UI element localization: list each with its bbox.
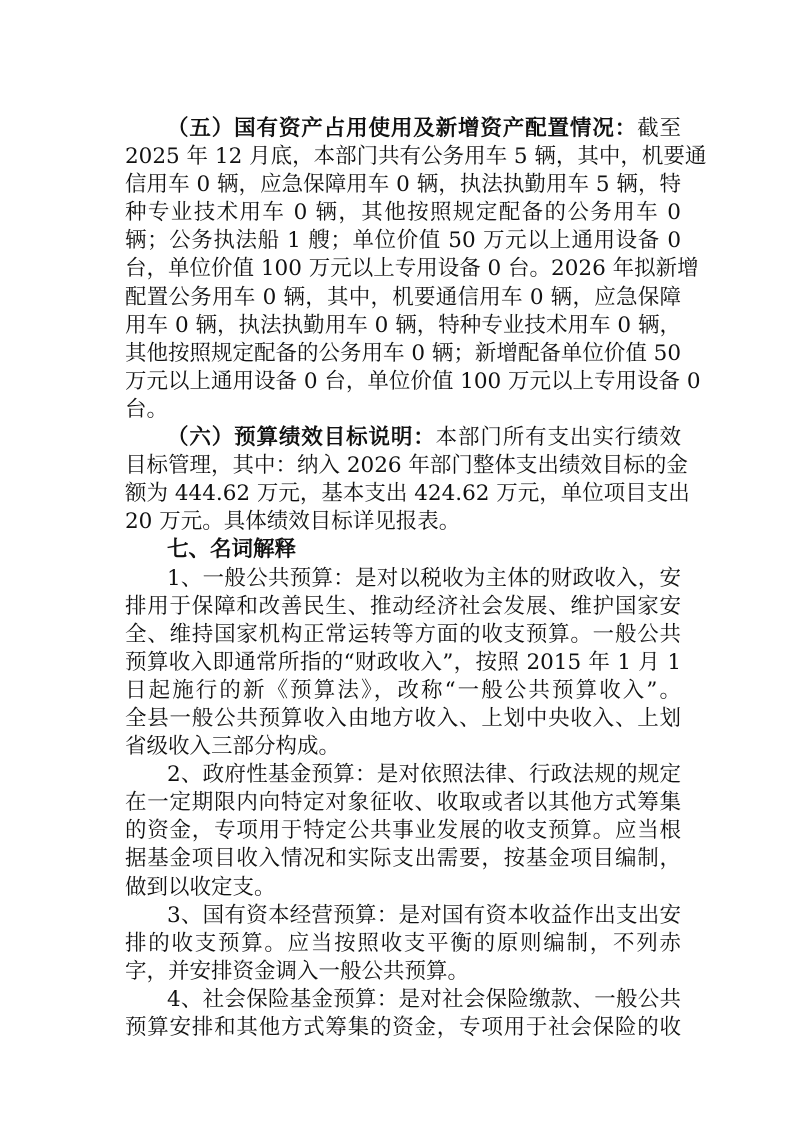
- text-line: [125, 817, 681, 845]
- text-line: [125, 1014, 681, 1042]
- line-text: 2025 年 12 月底，本部门共有公务用车 5 辆，其中，机要通: [125, 144, 707, 170]
- text-line: [125, 340, 681, 368]
- text-line: [125, 958, 681, 986]
- line-text: 本部门所有支出实行绩效: [435, 425, 681, 451]
- line-text: 台，单位价值 100 万元以上专用设备 0 台。2026 年拟新增: [125, 256, 699, 282]
- line-text: 台。: [125, 396, 169, 422]
- line-text: 额为 444.62 万元，基本支出 424.62 万元，单位项目支出: [125, 481, 690, 507]
- line-text: 省级收入三部分构成。: [125, 734, 341, 760]
- text-line: [125, 255, 699, 283]
- paragraph-term-3-state-capital-budget: [125, 902, 681, 986]
- line-text: 全县一般公共预算收入由地方收入、上划中央收入、上划: [125, 705, 681, 731]
- paragraph-section-7-heading: [125, 536, 681, 564]
- bold-heading: （五）国有资产占用使用及新增资产配置情况：: [167, 116, 638, 141]
- bold-heading: 七、名词解释: [167, 537, 297, 563]
- text-line: [125, 649, 681, 677]
- text-line: [125, 902, 681, 930]
- line-text: 据基金项目收入情况和实际支出需要，按基金项目编制，: [125, 846, 681, 872]
- text-line: [125, 536, 681, 564]
- line-text: 在一定期限内向特定对象征收、收取或者以其他方式筹集: [125, 790, 681, 816]
- text-line: [125, 930, 681, 958]
- paragraph-section-6-performance: [125, 424, 690, 536]
- text-line: [125, 508, 681, 536]
- line-text: 预算安排和其他方式筹集的资金，专项用于社会保险的收: [125, 1015, 681, 1040]
- text-line: [125, 761, 681, 789]
- paragraph-term-2-government-fund-budget: [125, 761, 681, 901]
- line-text: 万元以上通用设备 0 台，单位价值 100 万元以上专用设备 0: [125, 368, 701, 394]
- text-line: [125, 593, 681, 621]
- text-line: [125, 789, 681, 817]
- text-line: [125, 143, 707, 171]
- line-text: 预算收入即通常所指的“财政收入”，按照 2015 年 1 月 1: [125, 649, 681, 675]
- text-line: [125, 986, 681, 1014]
- line-text: 信用车 0 辆，应急保障用车 0 辆，执法执勤用车 5 辆，特: [125, 172, 681, 198]
- text-line: [125, 227, 681, 255]
- text-line: [125, 565, 681, 593]
- line-text: 种专业技术用车 0 辆，其他按照规定配备的公务用车 0: [125, 200, 681, 226]
- line-text: 排的收支预算。应当按照收支平衡的原则编制，不列赤: [125, 930, 681, 956]
- line-text: 4、社会保险基金预算：是对社会保险缴款、一般公共: [167, 986, 681, 1012]
- text-line: [125, 424, 681, 452]
- line-text: 目标管理，其中：纳入 2026 年部门整体支出绩效目标的金: [125, 453, 688, 479]
- paragraph-term-4-social-insurance-budget: [125, 986, 681, 1042]
- line-text: 20 万元。具体绩效目标详见报表。: [125, 509, 461, 535]
- line-text: 截至: [637, 116, 681, 141]
- text-line: [125, 874, 681, 902]
- text-line: [125, 171, 681, 199]
- text-line: [125, 368, 701, 396]
- paragraph-section-5-assets: [125, 115, 707, 424]
- text-line: [125, 312, 681, 340]
- line-text: 3、国有资本经营预算：是对国有资本收益作出支出安: [167, 902, 681, 928]
- line-text: 排用于保障和改善民生、推动经济社会发展、维护国家安: [125, 593, 681, 619]
- line-text: 的资金，专项用于特定公共事业发展的收支预算。应当根: [125, 818, 681, 844]
- text-line: [125, 621, 681, 649]
- line-text: 配置公务用车 0 辆，其中，机要通信用车 0 辆，应急保障: [125, 284, 681, 310]
- line-text: 1、一般公共预算：是对以税收为主体的财政收入，安: [167, 565, 681, 591]
- text-line: [125, 677, 681, 705]
- text-line: [125, 284, 681, 312]
- text-line: [125, 705, 681, 733]
- paragraph-term-1-general-budget: [125, 565, 681, 762]
- line-text: 用车 0 辆，执法执勤用车 0 辆，特种专业技术用车 0 辆，: [125, 312, 681, 338]
- line-text: 全、维持国家机构正常运转等方面的收支预算。一般公共: [125, 621, 681, 647]
- document-body: [125, 115, 707, 1042]
- text-line: [125, 480, 690, 508]
- bold-heading: （六）预算绩效目标说明：: [167, 425, 436, 451]
- line-text: 字，并安排资金调入一般公共预算。: [125, 958, 470, 984]
- text-line: [125, 199, 681, 227]
- text-line: [125, 115, 681, 143]
- line-text: 其他按照规定配备的公务用车 0 辆；新增配备单位价值 50: [125, 340, 682, 366]
- text-line: [125, 452, 688, 480]
- line-text: 2、政府性基金预算：是对依照法律、行政法规的规定: [167, 762, 681, 788]
- text-line: [125, 733, 681, 761]
- text-line: [125, 396, 681, 424]
- line-text: 辆；公务执法船 1 艘；单位价值 50 万元以上通用设备 0: [125, 228, 681, 254]
- line-text: 日起施行的新《预算法》，改称“一般公共预算收入”。: [125, 677, 681, 703]
- line-text: 做到以收定支。: [125, 874, 276, 900]
- text-line: [125, 845, 681, 873]
